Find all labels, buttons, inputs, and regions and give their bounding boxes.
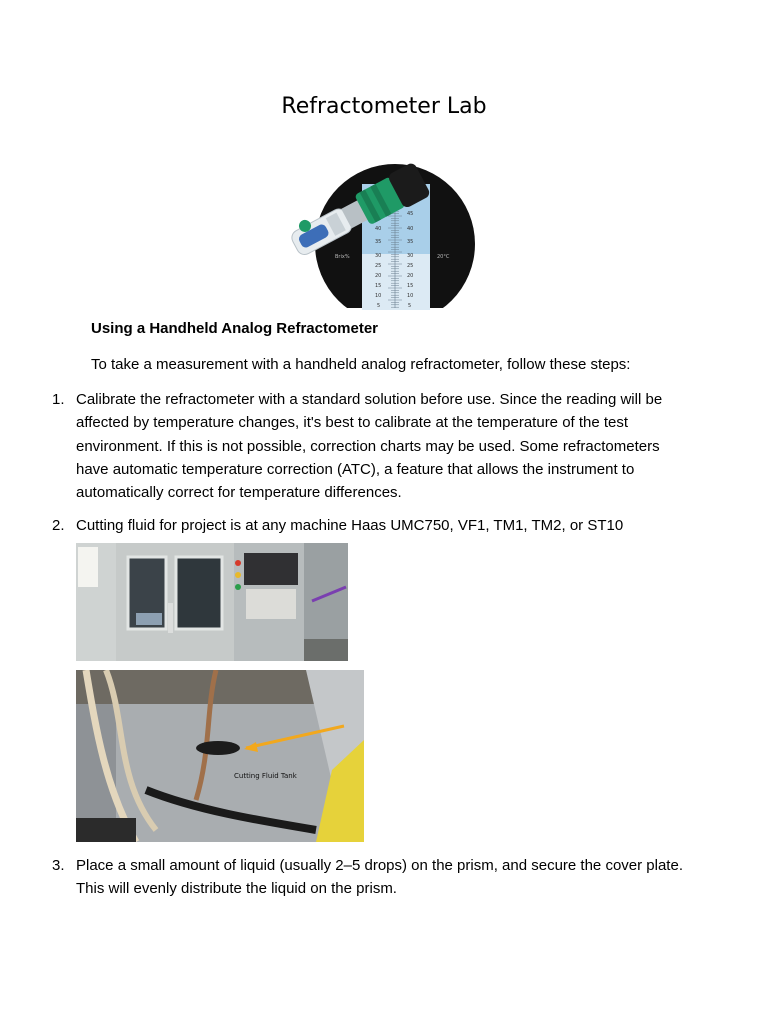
step-number: 3. [52, 857, 65, 874]
scale-right-8: 10 [407, 293, 414, 299]
step-3 [52, 854, 692, 901]
section-subheading: Using a Handheld Analog Refractometer [91, 320, 378, 337]
scale-left-5: 25 [375, 263, 382, 269]
temperature-label: 20°C [437, 254, 450, 260]
scale-right-9: 5 [408, 303, 412, 309]
scale-right-1: 45 [407, 211, 414, 217]
tank-annotation: Cutting Fluid Tank [234, 772, 297, 780]
step-number: 2. [52, 517, 65, 534]
scale-right-5: 25 [407, 263, 414, 269]
refractometer-image [285, 136, 482, 310]
scale-right-4: 30 [407, 253, 414, 259]
step-number: 1. [52, 391, 65, 408]
haas-machine-photo [76, 543, 348, 661]
step-1 [52, 388, 692, 504]
page-title: Refractometer Lab [281, 94, 487, 119]
scale-right-6: 20 [407, 273, 414, 279]
intro-text: To take a measurement with a handheld analog refractometer, follow these steps: [91, 356, 631, 373]
scale-right-2: 40 [407, 226, 414, 232]
brix-label: Brix% [335, 254, 350, 260]
step-text: Calibrate the refractometer with a standard solution before use. Since the reading will be affected by temperature changes, it's best to calibrate at the temperature of the test environment. If this is not possible, correction charts may be used. Some refractometers have automatic temperature correction (ATC), a feature that allows the instrument to automatically correct for temperature differences. [76, 391, 663, 502]
cutting-fluid-tank-photo [76, 670, 364, 842]
scale-left-2: 40 [375, 226, 382, 232]
scale-left-8: 10 [375, 293, 382, 299]
scale-right-7: 15 [407, 283, 414, 289]
scale-left-9: 5 [377, 303, 381, 309]
scale-left-6: 20 [375, 273, 382, 279]
step-2 [52, 514, 692, 537]
scale-right-3: 35 [407, 239, 414, 245]
step-text: Cutting fluid for project is at any machine Haas UMC750, VF1, TM1, TM2, or ST10 [76, 517, 624, 534]
step-text: Place a small amount of liquid (usually 2–5 drops) on the prism, and secure the cover plate. This will evenly distribute the liquid on the prism. [76, 857, 683, 898]
scale-left-7: 15 [375, 283, 382, 289]
scale-left-4: 30 [375, 253, 382, 259]
scale-left-3: 35 [375, 239, 382, 245]
